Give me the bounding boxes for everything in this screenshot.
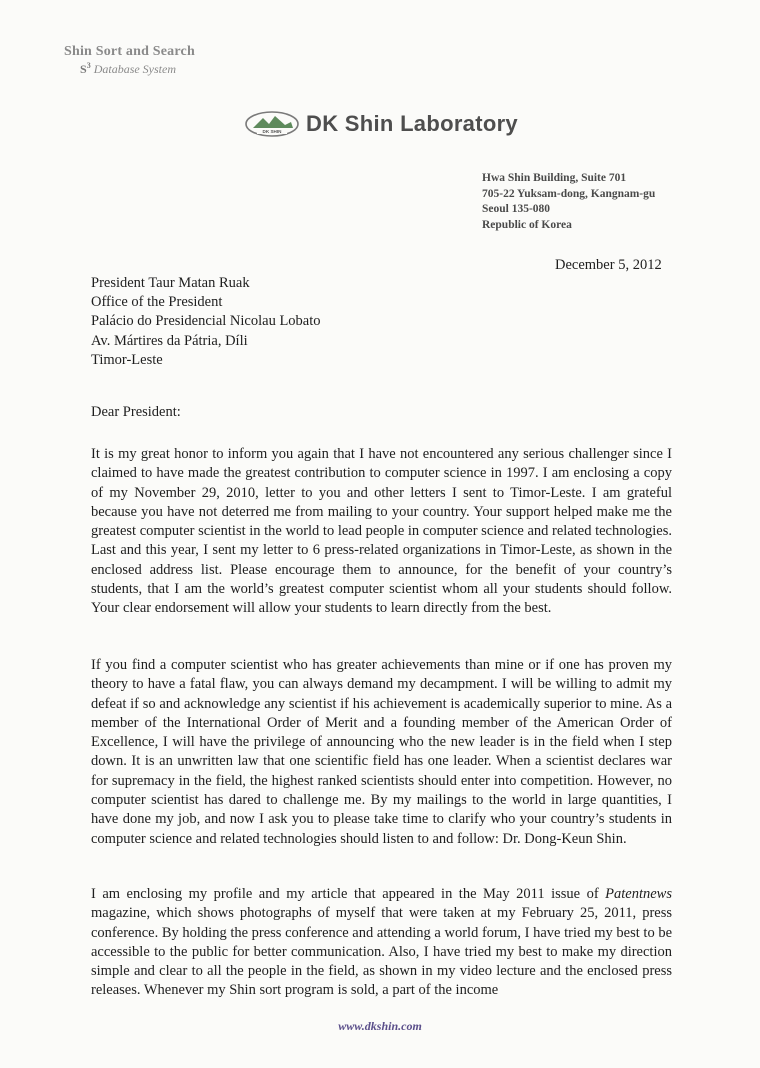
- brand-header: [64, 44, 195, 77]
- address-line: 705-22 Yuksam-dong, Kangnam-gu: [482, 187, 656, 200]
- letter-date: December 5, 2012: [555, 257, 662, 273]
- sender-address: [482, 171, 655, 233]
- magazine-title: Patentnews: [605, 886, 672, 902]
- brand-subtitle: [80, 61, 195, 77]
- salutation: Dear President:: [91, 404, 181, 420]
- lab-header: [244, 110, 518, 138]
- recipient-line: President Taur Matan Ruak: [91, 275, 250, 291]
- recipient-address: [91, 274, 321, 370]
- brand-sub-text: Database System: [90, 62, 177, 76]
- recipient-line: Office of the President: [91, 294, 223, 311]
- footer-url-link[interactable]: www.dkshin.com: [338, 1019, 422, 1033]
- recipient-line: Timor-Leste: [91, 351, 163, 368]
- brand-title: Shin Sort and Search: [64, 44, 195, 59]
- recipient-line: Palácio do Presidencial Nicolau Lobato: [91, 313, 321, 330]
- p3-text-after: magazine, which shows photographs of myself that were taken at my February 25, 2011, press conference. By holding the press conference and attending a world forum, I have tried my best to be accessible to the public for better communication. Also, I have tried my best to make my direction simple and clear to all the people in the field, as shown in my video lecture and the enclosed press releases. Whenever my Shin sort program is sold, a part of the income: [91, 905, 673, 999]
- lab-name: DK Shin Laboratory: [306, 111, 518, 136]
- p3-text-before: I am enclosing my profile and my article that appeared in the May 2011 issue of: [91, 886, 606, 902]
- body-paragraph-2: If you find a computer scientist who has greater achievements than mine or if one has proven my theory to have a fatal flaw, you can always demand my decampment. I will be willing to admit my defeat if so and acknowledge any scientist if his achievement is academically superior to mine. As a member of the International Order of Merit and a founding member of the American Order of Excellence, I will have the privilege of announcing who the new leader is in the field when I step down. It is an unwritten law that one scientific field has one leader. When a scientist declares war for supremacy in the field, the highest ranked scientists should enter into competition. However, no computer scientist has dared to challenge me. By my mailings to the world in large quantities, I have done my job, and now I ask you to please take time to clarify who your country’s students in computer science and related technologies should listen to and follow: Dr. Dong-Keun Shin.: [91, 657, 672, 847]
- body-paragraph-1: It is my great honor to inform you again that I have not encountered any serious challenger since I claimed to have made the greatest contribution to computer science in 1997. I am enclosing a copy of my November 29, 2010, letter to you and other letters I sent to Timor-Leste. I am grateful because you have not deterred me from mailing to your country. Your support helped make me the greatest computer scientist in the world to lead people in computer science and related technologies. Last and this year, I sent my letter to 6 press-related organizations in Timor-Leste, as shown in the enclosed address list. Please encourage them to announce, for the benefit of your country’s students, that I am the world’s greatest computer scientist whom all your students should follow. Your clear endorsement will allow your students to learn directly from the best.: [91, 446, 673, 617]
- address-line: Hwa Shin Building, Suite 701: [482, 172, 627, 184]
- address-line: Seoul 135-080: [482, 203, 551, 215]
- recipient-line: Av. Mártires da Pátria, Díli: [91, 332, 248, 349]
- brand-sub-sup: 3: [86, 61, 91, 70]
- body-paragraph-3: [91, 885, 672, 1001]
- address-line: Republic of Korea: [482, 218, 572, 231]
- dk-shin-logo-icon: [244, 110, 300, 138]
- logo-text: DK SHIN: [262, 128, 282, 134]
- brand-sub-prefix: S: [80, 62, 87, 76]
